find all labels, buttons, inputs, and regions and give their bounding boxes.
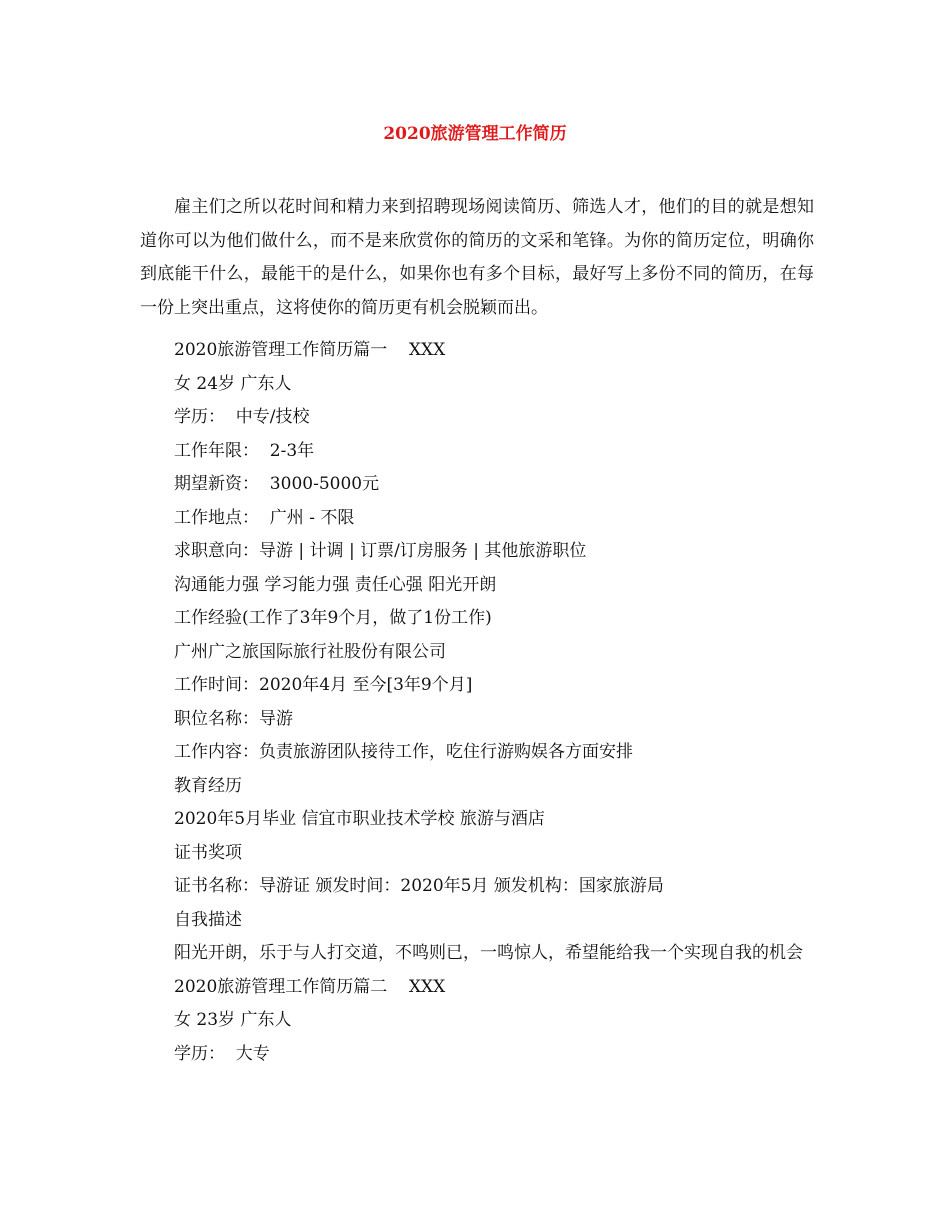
resume-line: 女 24岁 广东人 — [174, 373, 292, 394]
resume-lines — [140, 334, 814, 1071]
section-heading-certificates: 证书奖项 — [174, 842, 242, 863]
section-heading-education: 教育经历 — [174, 775, 242, 796]
self-description-text: 阳光开朗，乐于与人打交道，不鸣则已，一鸣惊人，希望能给我一个实现自我的机会 — [174, 943, 803, 963]
resume-line: 学历： 大专 — [174, 1043, 270, 1064]
resume-line: 证书名称：导游证 颁发时间：2020年5月 颁发机构：国家旅游局 — [174, 876, 664, 896]
resume-line: 工作经验(工作了3年9个月，做了1份工作) — [174, 608, 492, 628]
intro-paragraph: 雇主们之所以花时间和精力来到招聘现场阅读简历、筛选人才，他们的目的就是想知道你可以为他们做什么，而不是来欣赏你的简历的文采和笔锋。为你的简历定位，明确你到底能干什么，最能干的是什么，如果你也有多个目标，最好写上多份不同的简历，在每一份上突出重点，这将使你的简历更有机会脱颖而出。 — [140, 197, 814, 318]
resume-line: 沟通能力强 学习能力强 责任心强 阳光开朗 — [174, 574, 497, 595]
resume-heading-2: 2020旅游管理工作简历篇二 XXX — [174, 976, 446, 997]
resume-line: 工作年限： 2-3年 — [174, 440, 315, 461]
document-title: 2020旅游管理工作简历 — [383, 124, 567, 144]
resume-line: 期望新资： 3000-5000元 — [174, 474, 380, 494]
resume-line: 工作时间：2020年4月 至今[3年9个月] — [174, 675, 473, 695]
resume-line: 工作地点： 广州 - 不限 — [174, 507, 355, 528]
resume-line: 广州广之旅国际旅行社股份有限公司 — [174, 641, 446, 662]
resume-line: 职位名称：导游 — [174, 708, 293, 729]
resume-line: 求职意向：导游 | 计调 | 订票/订房服务 | 其他旅游职位 — [174, 541, 587, 561]
resume-line: 2020年5月毕业 信宜市职业技术学校 旅游与酒店 — [174, 809, 545, 829]
resume-heading-1: 2020旅游管理工作简历篇一 XXX — [174, 340, 446, 360]
resume-line: 工作内容：负责旅游团队接待工作，吃住行游购娱各方面安排 — [174, 742, 633, 762]
section-heading-self-description: 自我描述 — [174, 909, 242, 930]
resume-line: 女 23岁 广东人 — [174, 1010, 292, 1030]
resume-line: 学历： 中专/技校 — [174, 407, 310, 427]
